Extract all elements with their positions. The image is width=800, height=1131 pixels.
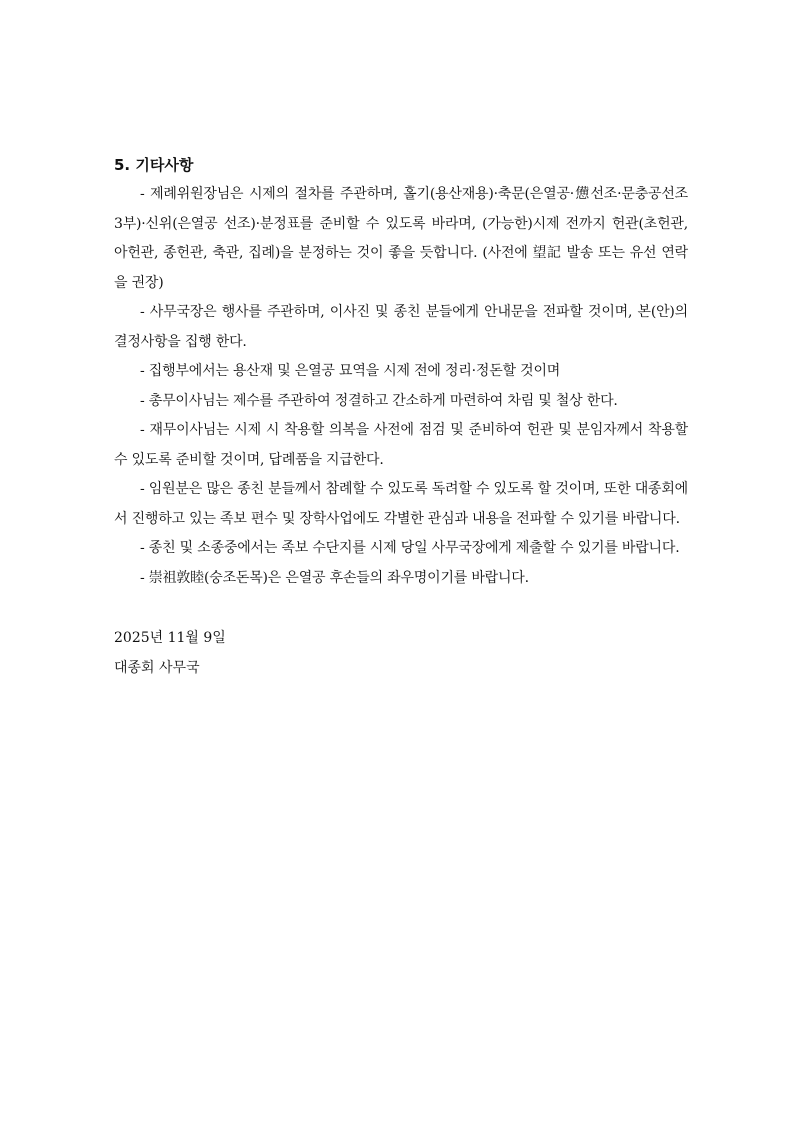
list-item-secretary-general: - 사무국장은 행사를 주관하며, 이사진 및 종친 분들에게 안내문을 전파할 것이며, 본(안)의 결정사항을 집행 한다. <box>114 304 688 350</box>
list-item-executive: - 집행부에서는 용산재 및 은열공 묘역을 시제 전에 정리·정돈할 것이며 <box>140 363 561 379</box>
issuing-organization: 대종회 사무국 <box>114 660 200 676</box>
list-item-clan-members: - 종친 및 소종중에서는 족보 수단지를 시제 당일 사무국장에게 제출할 수 있기를 바랍니다. <box>140 540 680 556</box>
list-item-finance: - 재무이사님는 시제 시 착용할 의복을 사전에 점검 및 준비하여 헌관 및 분임자께서 착용할 수 있도록 준비할 것이며, 답례품을 지급한다. <box>114 422 688 468</box>
section-heading: 5. 기타사항 <box>114 156 194 174</box>
list-item-ritual-committee: - 제례위원장님은 시제의 절차를 주관하며, 홀기(용산재용)·축문(은열공·憊선조·문충공선조 3부)·신위(은열공 선조)·분정표를 준비할 수 있도록 바라며, (가능한)시제 전까지 헌관(초헌관, 아헌관, 종헌관, 축관, 집례)을 분정하는 것이 좋을 듯합니다. (사전에 望記 발송 또는 유선 연락을 권장) <box>114 186 688 291</box>
list-item-general-affairs: - 총무이사님는 제수를 주관하여 정결하고 간소하게 마련하여 차림 및 철상 한다. <box>140 392 618 409</box>
document-footer <box>114 623 688 683</box>
document-date: 2025년 11월 9일 <box>114 630 226 646</box>
list-item-officers: - 임원분은 많은 종친 분들께서 참례할 수 있도록 독려할 수 있도록 할 것이며, 또한 대종회에서 진행하고 있는 족보 편수 및 장학사업에도 각별한 관심과 내용을 전파할 수 있기를 바랍니다. <box>114 481 688 527</box>
document-body <box>114 150 688 683</box>
list-item-motto: - 崇祖敦睦(숭조돈목)은 은열공 후손들의 좌우명이기를 바랍니다. <box>140 569 529 586</box>
